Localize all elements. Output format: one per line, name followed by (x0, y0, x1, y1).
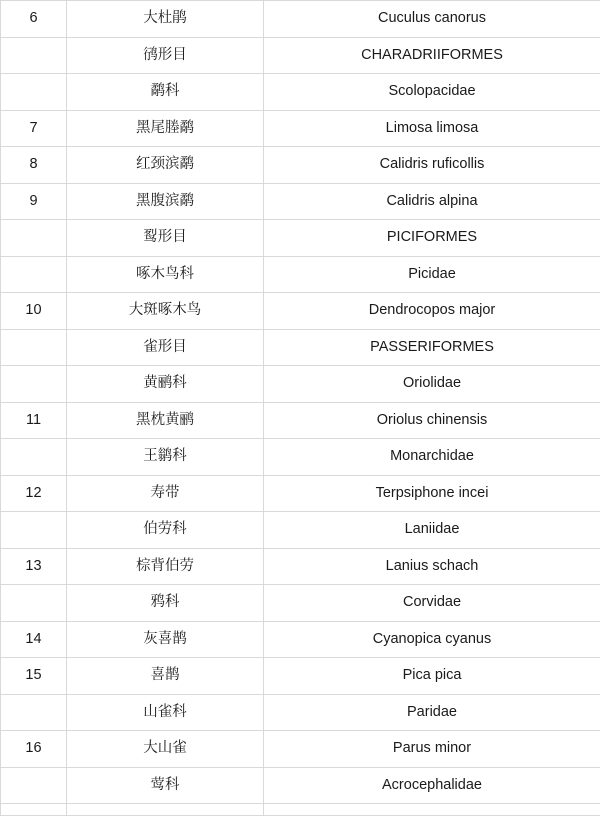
row-number (1, 767, 67, 804)
scientific-name: Oriolus chinensis (264, 402, 600, 439)
row-number (1, 804, 67, 816)
chinese-name: 伯劳科 (67, 512, 264, 549)
table-row (1, 183, 600, 220)
row-number (1, 37, 67, 74)
table-row (1, 256, 600, 293)
table-row (1, 110, 600, 147)
row-number (1, 585, 67, 622)
table-row (1, 366, 600, 403)
scientific-name: Calidris alpina (264, 183, 600, 220)
chinese-name: 山雀科 (67, 694, 264, 731)
chinese-name: 鸻形目 (67, 37, 264, 74)
row-number: 7 (1, 110, 67, 147)
scientific-name: Dendrocopos major (264, 293, 600, 330)
row-number (1, 329, 67, 366)
scientific-name: Laniidae (264, 512, 600, 549)
scientific-name: PICIFORMES (264, 220, 600, 257)
chinese-name: 黑尾塍鹬 (67, 110, 264, 147)
table-row (1, 37, 600, 74)
table-row (1, 621, 600, 658)
scientific-name: Parus minor (264, 731, 600, 768)
scientific-name: Pica pica (264, 658, 600, 695)
table-row (1, 220, 600, 257)
table-row (1, 293, 600, 330)
row-number (1, 439, 67, 476)
scientific-name: Cuculus canorus (264, 1, 600, 38)
row-number (1, 256, 67, 293)
row-number: 8 (1, 147, 67, 184)
row-number: 15 (1, 658, 67, 695)
scientific-name (264, 804, 600, 816)
scientific-name: Cyanopica cyanus (264, 621, 600, 658)
table-row (1, 658, 600, 695)
table-row (1, 731, 600, 768)
row-number: 9 (1, 183, 67, 220)
species-table-body (1, 1, 600, 816)
chinese-name: 大杜鹃 (67, 1, 264, 38)
scientific-name: CHARADRIIFORMES (264, 37, 600, 74)
table-row (1, 548, 600, 585)
row-number: 16 (1, 731, 67, 768)
chinese-name: 大山雀 (67, 731, 264, 768)
table-row (1, 475, 600, 512)
scientific-name: Scolopacidae (264, 74, 600, 111)
chinese-name: 鹬科 (67, 74, 264, 111)
scientific-name: Lanius schach (264, 548, 600, 585)
chinese-name: 喜鹊 (67, 658, 264, 695)
scientific-name: Limosa limosa (264, 110, 600, 147)
chinese-name: 莺科 (67, 767, 264, 804)
table-row (1, 74, 600, 111)
table-row (1, 439, 600, 476)
row-number: 6 (1, 1, 67, 38)
chinese-name: 黑腹滨鹬 (67, 183, 264, 220)
table-row (1, 1, 600, 38)
row-number: 13 (1, 548, 67, 585)
chinese-name: 䴕形目 (67, 220, 264, 257)
table-row (1, 804, 600, 816)
scientific-name: Acrocephalidae (264, 767, 600, 804)
table-row (1, 147, 600, 184)
scientific-name: Picidae (264, 256, 600, 293)
chinese-name: 大斑啄木鸟 (67, 293, 264, 330)
row-number: 14 (1, 621, 67, 658)
scientific-name: PASSERIFORMES (264, 329, 600, 366)
chinese-name: 黑枕黄鹂 (67, 402, 264, 439)
chinese-name: 红颈滨鹬 (67, 147, 264, 184)
chinese-name: 黄鹂科 (67, 366, 264, 403)
row-number: 10 (1, 293, 67, 330)
chinese-name: 棕背伯劳 (67, 548, 264, 585)
chinese-name: 雀形目 (67, 329, 264, 366)
table-row (1, 585, 600, 622)
chinese-name (67, 804, 264, 816)
chinese-name: 啄木鸟科 (67, 256, 264, 293)
row-number: 12 (1, 475, 67, 512)
row-number: 11 (1, 402, 67, 439)
scientific-name: Calidris ruficollis (264, 147, 600, 184)
chinese-name: 寿带 (67, 475, 264, 512)
scientific-name: Corvidae (264, 585, 600, 622)
table-row (1, 694, 600, 731)
scientific-name: Terpsiphone incei (264, 475, 600, 512)
table-row (1, 402, 600, 439)
scientific-name: Paridae (264, 694, 600, 731)
row-number (1, 694, 67, 731)
row-number (1, 74, 67, 111)
scientific-name: Monarchidae (264, 439, 600, 476)
chinese-name: 灰喜鹊 (67, 621, 264, 658)
row-number (1, 366, 67, 403)
chinese-name: 鸦科 (67, 585, 264, 622)
chinese-name: 王鹟科 (67, 439, 264, 476)
row-number (1, 512, 67, 549)
scientific-name: Oriolidae (264, 366, 600, 403)
table-row (1, 329, 600, 366)
table-row (1, 512, 600, 549)
row-number (1, 220, 67, 257)
table-row (1, 767, 600, 804)
